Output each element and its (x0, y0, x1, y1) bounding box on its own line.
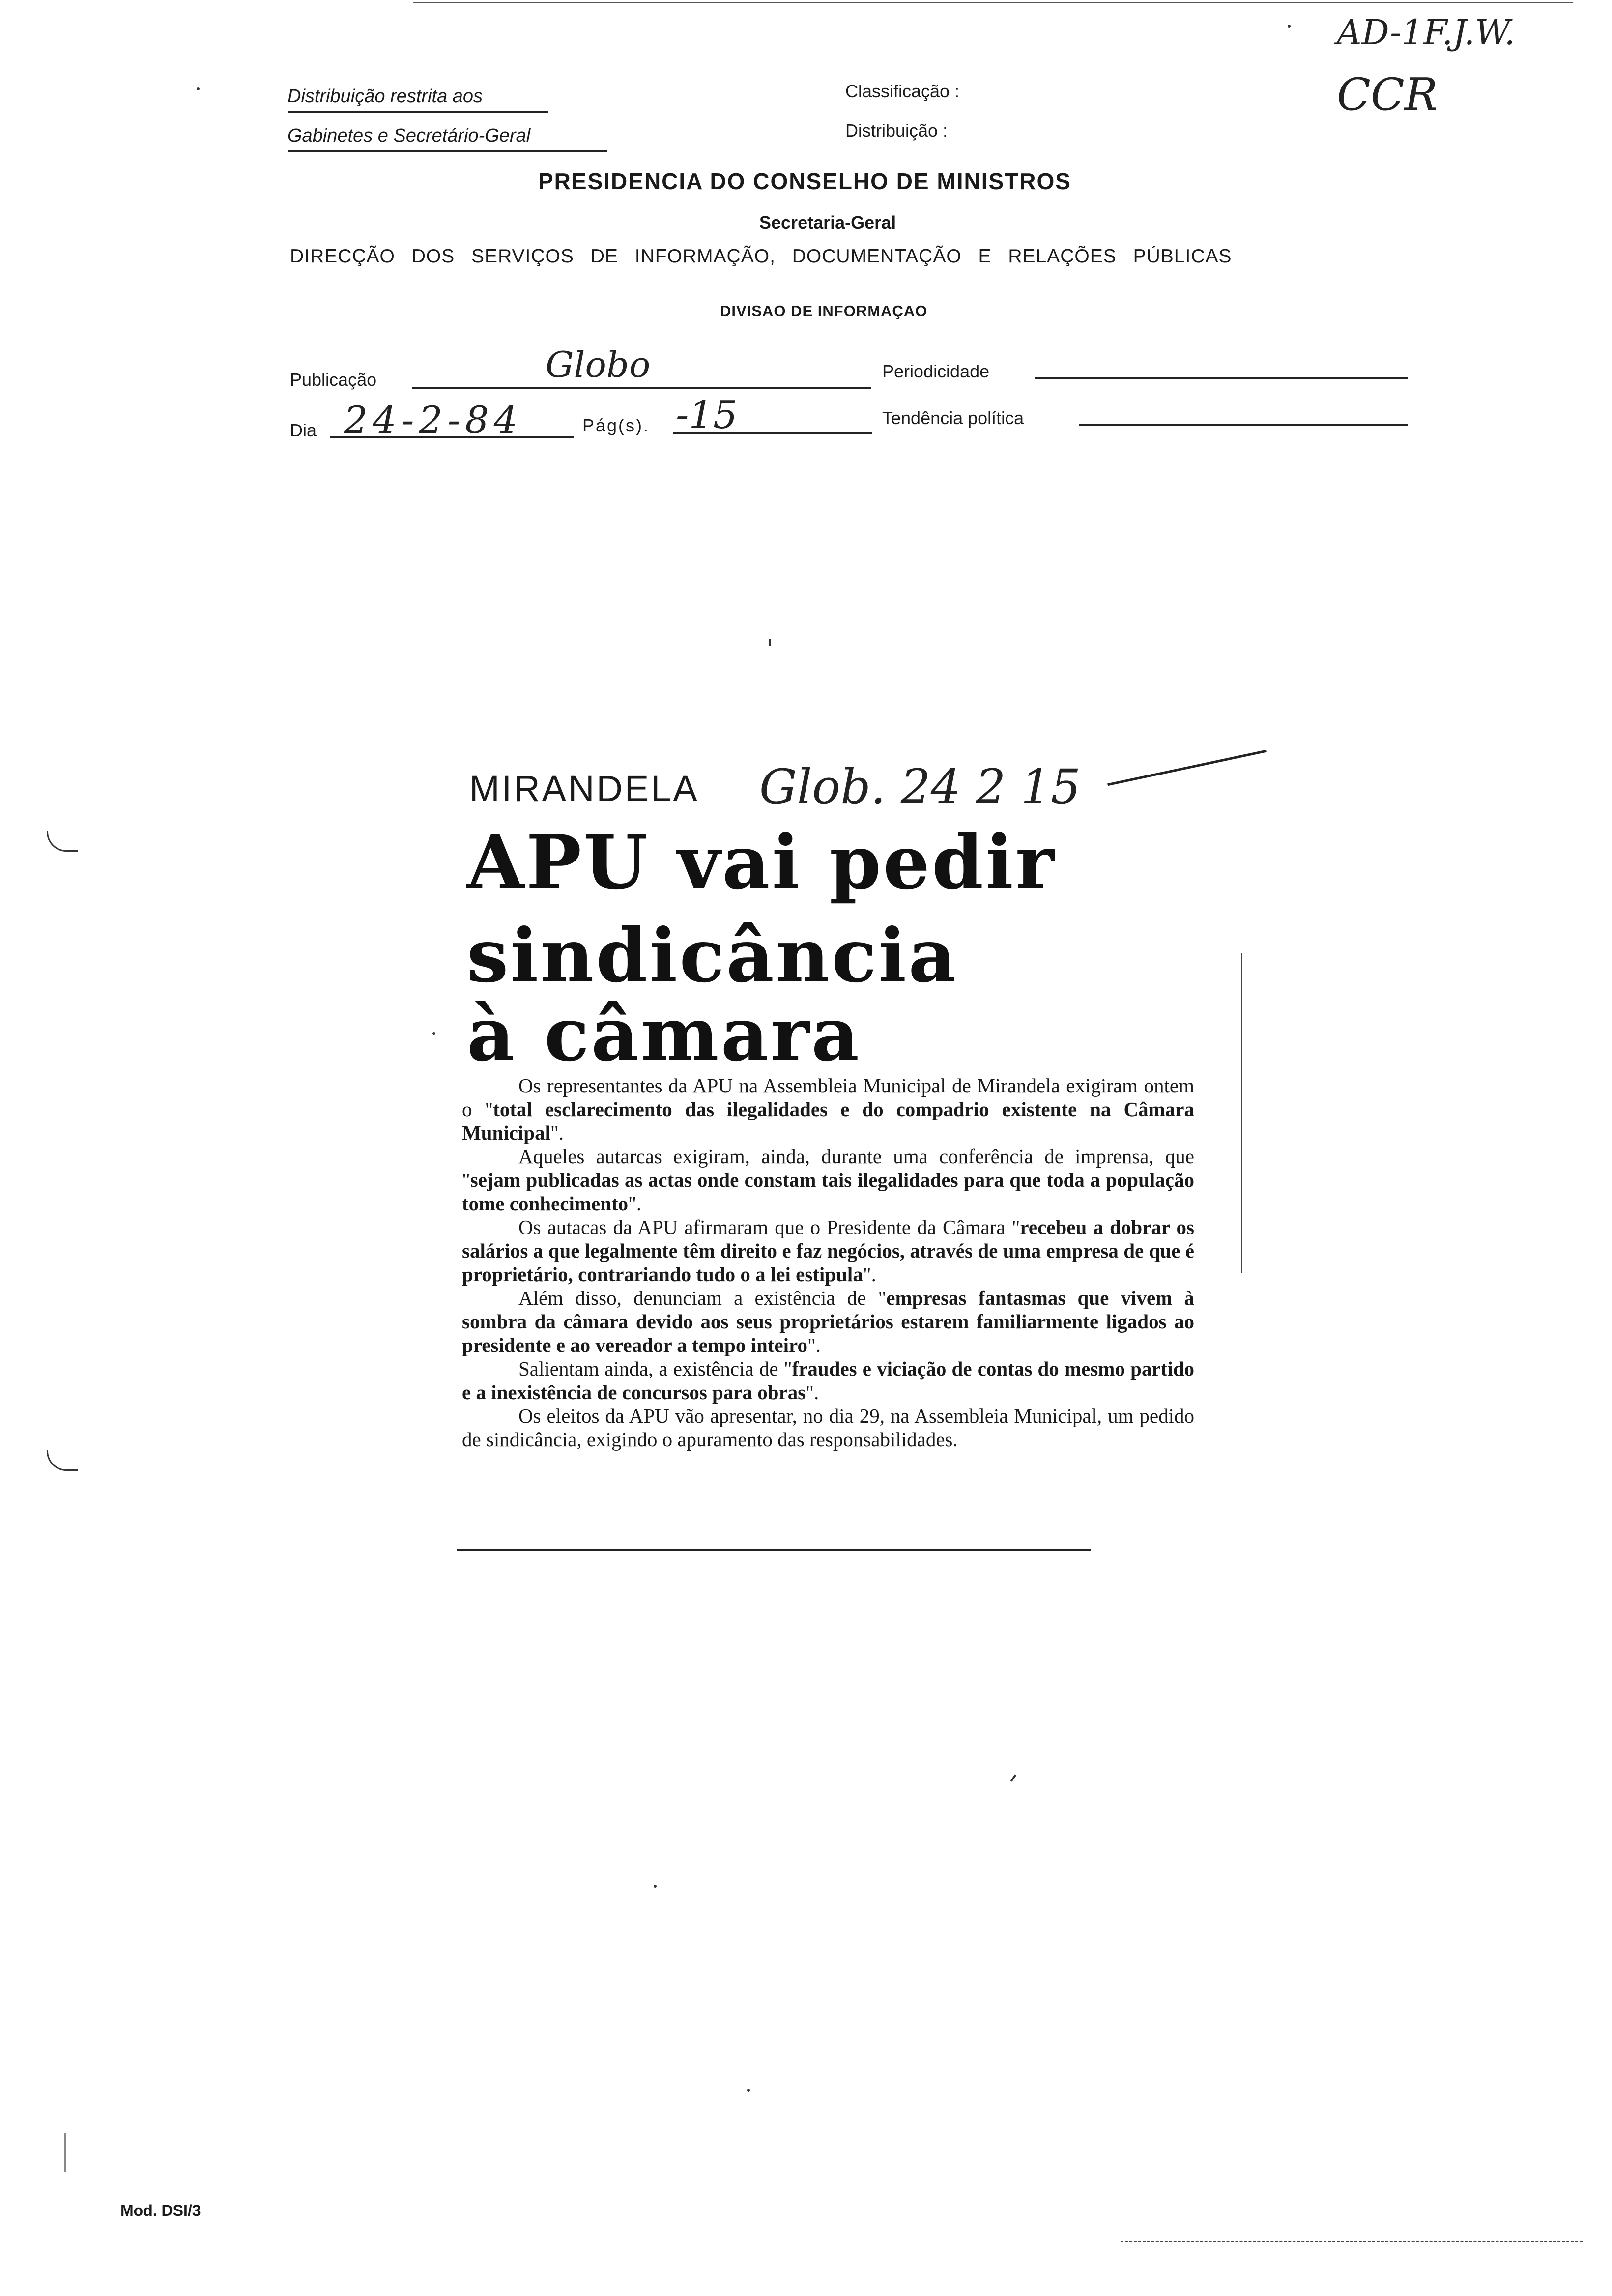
page-title: PRESIDENCIA DO CONSELHO DE MINISTROS (538, 169, 1071, 194)
article-body (462, 1074, 1194, 1451)
speck (1010, 1774, 1016, 1781)
speck (432, 1032, 435, 1035)
periodicidade-field-line (1035, 377, 1408, 379)
pags-label: Pág(s). (582, 415, 650, 435)
article-kicker: MIRANDELA (469, 768, 699, 809)
distribuicao-label: Distribuição : (845, 120, 948, 141)
article-paragraph: Os representantes da APU na Assembleia Municipal de Mirandela exigiram ontem o "total esclarecimento das ilegalidades e do compadrio existente na Câmara Municipal". (462, 1074, 1194, 1144)
classificacao-label: Classificação : (845, 81, 960, 101)
scan-edge-top (413, 2, 1573, 3)
distribution-cabinets: Gabinetes e Secretário-Geral (288, 125, 531, 146)
speck (769, 639, 771, 646)
speck (197, 87, 200, 90)
direccao-servicos: DIRECÇÃO DOS SERVIÇOS DE INFORMAÇÃO, DOCUMENTAÇÃO E RELAÇÕES PÚBLICAS (290, 246, 1232, 267)
distribution-underline-2 (288, 150, 607, 152)
handwritten-slash-mark (1107, 750, 1267, 786)
article-paragraph: Aqueles autarcas exigiram, ainda, durante uma conferência de imprensa, que "sejam publicadas as actas onde constam tais ilegalidades para que toda a população tome conhecimento". (462, 1145, 1194, 1215)
publicacao-value: Globo (546, 344, 651, 385)
clipping-bottom-rule (457, 1549, 1091, 1551)
tendencia-field-line (1079, 424, 1408, 426)
article-paragraph: Além disso, denunciam a existência de "empresas fantasmas que vivem à sombra da câmara devido aos seus proprietários estarem familiarmente ligados ao presidente e ao vereador a tempo inteiro". (462, 1287, 1194, 1356)
article-headline-line-2: sindicância (467, 913, 958, 999)
pags-value: -15 (676, 393, 738, 437)
speck (1288, 25, 1291, 28)
scan-mark-left-1 (47, 831, 78, 852)
article-headline-line-3: à câmara (467, 991, 862, 1078)
clipping-side-edge (1241, 953, 1242, 1273)
model-code: Mod. DSI/3 (120, 2202, 201, 2219)
periodicidade-label: Periodicidade (882, 361, 990, 381)
dia-value: 24-2-84 (344, 398, 523, 442)
divisao-informacao: DIVISAO DE INFORMAÇAO (720, 302, 928, 319)
publicacao-field-line (412, 387, 871, 389)
clipping-handwritten-note: Glob. 24 2 15 (759, 759, 1081, 814)
article-paragraph: Os autacas da APU afirmaram que o Presidente da Câmara "recebeu a dobrar os salários a que legalmente têm direito e faz negócios, através de uma empresa de que é proprietário, contrariando tudo o a lei estipula". (462, 1216, 1194, 1286)
speck (654, 1885, 657, 1888)
distribution-restricted: Distribuição restrita aos (288, 86, 483, 107)
secretaria-geral: Secretaria-Geral (759, 212, 896, 232)
dia-label: Dia (290, 420, 317, 440)
article-paragraph: Salientam ainda, a existência de "fraudes e viciação de contas do mesmo partido e a inexistência de concursos para obras". (462, 1357, 1194, 1404)
distribution-underline-1 (288, 111, 548, 113)
speck (64, 2133, 66, 2172)
publicacao-label: Publicação (290, 370, 377, 390)
handwritten-reference-1: AD-1F.J.W. (1337, 12, 1515, 53)
article-headline-line-1: APU vai pedir (467, 819, 1056, 906)
speck (747, 2089, 750, 2092)
tendencia-label: Tendência política (882, 408, 1024, 428)
scan-mark-left-2 (47, 1450, 78, 1471)
handwritten-reference-2: CCR (1337, 69, 1438, 120)
scan-edge-bottom (1121, 2241, 1583, 2242)
article-paragraph: Os eleitos da APU vão apresentar, no dia 29, na Assembleia Municipal, um pedido de sindicância, exigindo o apuramento das responsabilidades. (462, 1405, 1194, 1451)
